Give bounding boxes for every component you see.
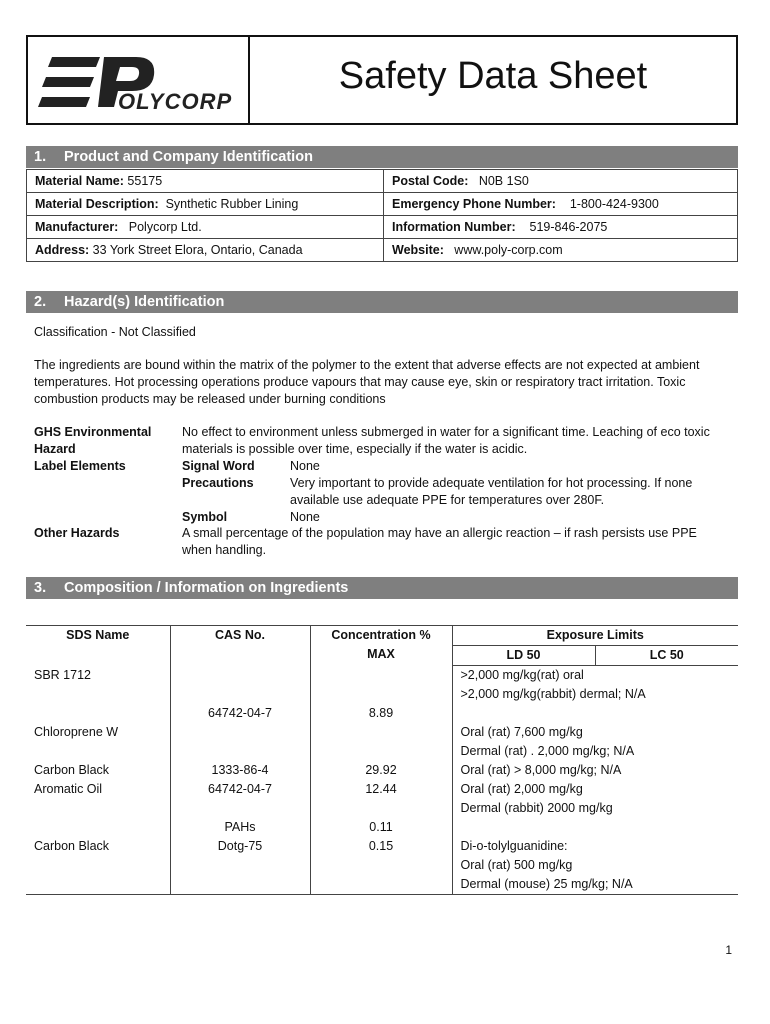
precautions-value: Very important to provide adequate ventilation for hot processing. If none available use adequate PPE for temperatures over 280F.	[290, 476, 693, 507]
document-header	[26, 35, 738, 125]
section-title: Product and Company Identification	[64, 149, 313, 165]
symbol-label: Symbol	[182, 510, 228, 524]
table-row	[26, 723, 738, 761]
col-header-ld50: LD 50	[452, 646, 595, 666]
exposure-line: Oral (rat) 7,600 mg/kg	[460, 725, 583, 739]
exposure-line: Dermal (mouse) 25 mg/kg; N/A	[460, 877, 633, 891]
concentration-cell: 0.11	[310, 818, 452, 837]
exposure-limits-cell	[452, 723, 738, 761]
polycorp-logo	[38, 49, 238, 115]
concentration-cell: 29.92	[310, 761, 452, 780]
section-1-header	[26, 146, 738, 168]
information-number-cell: Information Number: 519-846-2075	[384, 216, 738, 239]
exposure-line: Di-o-tolylguanidine:	[460, 839, 568, 853]
exposure-limits-cell	[452, 837, 738, 895]
classification-text: Classification - Not Classified	[34, 325, 196, 339]
table-row	[27, 216, 738, 239]
section-2-header	[26, 291, 738, 313]
cas-cell: 64742-04-7	[170, 704, 310, 723]
label-elements-label: Label Elements	[34, 459, 126, 473]
concentration-cell	[310, 666, 452, 705]
concentration-cell: 8.89	[310, 704, 452, 723]
section-number: 1.	[34, 149, 47, 165]
exposure-limits-cell	[452, 761, 738, 780]
ghs-environmental-label: GHS Environmental Hazard Label Elements	[34, 425, 152, 473]
table-row	[26, 837, 738, 895]
other-hazards-text: A small percentage of the population may have an allergic reaction – if rash persists use PPE when handling.	[182, 526, 697, 557]
col-header-cas: CAS No.	[170, 626, 310, 666]
table-row	[26, 780, 738, 818]
hazard-paragraph: The ingredients are bound within the matrix of the polymer to the extent that adverse effects are not expected at ambient temperatures. Hot processing operations produce vapours that may cause eye, skin or respiratory tract irritation. Toxic combustion products may be released under burning conditions	[34, 358, 700, 406]
exposure-line: Dermal (rat) . 2,000 mg/kg; N/A	[460, 744, 635, 758]
concentration-cell: 0.15	[310, 837, 452, 895]
col-header-concentration: Concentration % MAX	[310, 626, 452, 666]
cas-cell: 1333-86-4	[170, 761, 310, 780]
manufacturer-cell: Manufacturer: Polycorp Ltd.	[27, 216, 384, 239]
identification-table	[26, 169, 738, 262]
sds-name-cell: Chloroprene W	[26, 723, 170, 761]
table-row	[27, 239, 738, 262]
section-title: Composition / Information on Ingredients	[64, 580, 349, 596]
exposure-line: Oral (rat) 500 mg/kg	[460, 858, 573, 872]
material-description-cell: Material Description: Synthetic Rubber Lining	[27, 193, 384, 216]
exposure-line: Dermal (rabbit) 2000 mg/kg	[460, 801, 613, 815]
composition-table	[26, 625, 738, 895]
website-cell: Website: www.poly-corp.com	[384, 239, 738, 262]
cas-cell	[170, 723, 310, 761]
table-row	[27, 170, 738, 193]
cas-cell	[170, 666, 310, 705]
col-header-lc50: LC 50	[595, 646, 738, 666]
exposure-limits-cell	[452, 818, 738, 837]
table-row	[26, 666, 738, 705]
concentration-cell: 12.44	[310, 780, 452, 818]
table-row	[26, 704, 738, 723]
exposure-limits-cell	[452, 704, 738, 723]
exposure-line: >2,000 mg/kg(rat) oral	[460, 668, 584, 682]
section-3-header	[26, 577, 738, 599]
sds-name-cell: SBR 1712	[26, 666, 170, 705]
svg-text:OLYCORP: OLYCORP	[118, 89, 233, 114]
material-name-cell: Material Name: 55175	[27, 170, 384, 193]
ghs-environmental-text: No effect to environment unless submerged in water for a significant time. Leaching of eco toxic materials is possible over time, especially if the water is acidic.	[182, 425, 710, 456]
table-row	[26, 761, 738, 780]
sds-name-cell	[26, 704, 170, 723]
page-title: Safety Data Sheet	[338, 55, 648, 97]
emergency-phone-cell: Emergency Phone Number: 1-800-424-9300	[384, 193, 738, 216]
section-number: 2.	[34, 294, 47, 310]
sds-name-cell: Carbon Black	[26, 837, 170, 895]
exposure-line: Oral (rat) > 8,000 mg/kg; N/A	[460, 763, 622, 777]
sds-name-cell: Carbon Black	[26, 761, 170, 780]
cas-cell: Dotg-75	[170, 837, 310, 895]
concentration-cell	[310, 723, 452, 761]
table-row	[27, 193, 738, 216]
table-row	[26, 818, 738, 837]
signal-word-value: None	[290, 459, 320, 473]
section-number: 3.	[34, 580, 47, 596]
signal-word-label: Signal Word	[182, 459, 255, 473]
cas-cell: 64742-04-7	[170, 780, 310, 818]
exposure-limits-cell	[452, 780, 738, 818]
cas-cell: PAHs	[170, 818, 310, 837]
sds-name-cell: Aromatic Oil	[26, 780, 170, 818]
exposure-line: Oral (rat) 2,000 mg/kg	[460, 782, 583, 796]
exposure-limits-cell	[452, 666, 738, 705]
precautions-label: Precautions	[182, 476, 254, 490]
section-title: Hazard(s) Identification	[64, 294, 225, 310]
symbol-value: None	[290, 510, 320, 524]
sds-name-cell	[26, 818, 170, 837]
col-header-exposure-limits: Exposure Limits	[452, 626, 738, 646]
col-header-sds-name: SDS Name	[26, 626, 170, 666]
postal-code-cell: Postal Code: N0B 1S0	[384, 170, 738, 193]
exposure-line: >2,000 mg/kg(rabbit) dermal; N/A	[460, 687, 646, 701]
table-header-row	[26, 626, 738, 646]
other-hazards-label: Other Hazards	[34, 526, 120, 540]
page-number: 1	[725, 943, 732, 957]
address-cell: Address: 33 York Street Elora, Ontario, Canada	[27, 239, 384, 262]
